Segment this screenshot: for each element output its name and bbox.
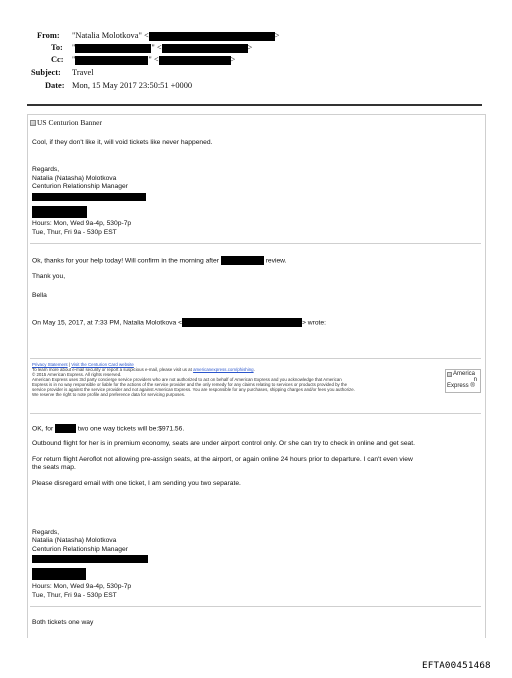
broken-image-icon bbox=[447, 372, 452, 377]
cc-value: " " < > bbox=[72, 55, 236, 64]
signature-regards: Regards, bbox=[32, 166, 60, 173]
date-value: Mon, 15 May 2017 23:50:51 +0000 bbox=[72, 81, 193, 90]
subject-value: Travel bbox=[72, 68, 94, 77]
redaction-bar bbox=[149, 32, 275, 41]
message-line: Cool, if they don't like it, will void tickets like never happened. bbox=[32, 139, 213, 146]
redaction-bar bbox=[32, 206, 87, 218]
from-label: From: bbox=[37, 31, 60, 40]
date-label: Date: bbox=[45, 81, 65, 90]
signature-regards: Regards, bbox=[32, 529, 60, 536]
footer-line: We reserve the right to note profile and preference data for servicing purposes. bbox=[32, 392, 186, 397]
redaction-bar bbox=[75, 44, 151, 53]
to-label: To: bbox=[51, 43, 63, 52]
privacy-statement-link[interactable]: Privacy Statement bbox=[32, 362, 68, 367]
header-divider bbox=[27, 104, 482, 106]
footer-line: American Express uses 3rd party concierge service providers who are not authorized to act on behalf of American Express and you acknowledge that American bbox=[32, 377, 342, 382]
message-sender: Bella bbox=[32, 292, 47, 299]
footer-divider bbox=[30, 413, 481, 414]
signature-hours: Hours: Mon, Wed 9a-4p, 530p-7p bbox=[32, 583, 132, 590]
redaction-bar bbox=[221, 256, 264, 265]
signature-title: Centurion Relationship Manager bbox=[32, 183, 128, 190]
redaction-bar bbox=[75, 56, 148, 65]
cc-label: Cc: bbox=[51, 55, 64, 64]
subject-label: Subject: bbox=[31, 68, 61, 77]
signature-name: Natalia (Natasha) Molotkova bbox=[32, 175, 117, 182]
footer-line: service provider is against the service provider and not against American Express. You are responsible for any purchases, shipping charges and/or fees you authorize. bbox=[32, 387, 355, 392]
phishing-link[interactable]: americanexpress.com/phishing bbox=[193, 367, 254, 372]
document-id: EFTA00451468 bbox=[422, 660, 491, 671]
signature-hours: Hours: Mon, Wed 9a-4p, 530p-7p bbox=[32, 220, 132, 227]
signature-name: Natalia (Natasha) Molotkova bbox=[32, 537, 117, 544]
footer-line: Express is in no way responsible or liable for the actions of the service provider and the only remedy for any claims relating to services or products provided by the bbox=[32, 382, 348, 387]
message-paragraph: the seats map. bbox=[32, 464, 76, 471]
signature-hours: Tue, Thur, Fri 9a - 530p EST bbox=[32, 592, 117, 599]
centurion-website-link[interactable]: Visit the Centurion Card website bbox=[71, 362, 134, 367]
from-value: "Natalia Molotkova" < > bbox=[72, 31, 280, 40]
redaction-bar bbox=[162, 44, 248, 53]
redaction-bar bbox=[159, 56, 231, 65]
footer-divider bbox=[30, 358, 481, 359]
message-line: OK, for two one way tickets will be:$971.56. bbox=[32, 425, 185, 433]
quote-divider bbox=[30, 606, 481, 607]
message-thanks: Thank you, bbox=[32, 273, 66, 280]
redaction-bar bbox=[32, 193, 146, 201]
message-line: Ok, thanks for your help today! Will confirm in the morning after review. bbox=[32, 257, 287, 265]
footer-copyright: © 2015 American Express. All rights reserved. bbox=[32, 372, 122, 377]
quote-divider bbox=[30, 243, 481, 244]
amex-logo-image: America n Express ® bbox=[445, 369, 481, 393]
broken-image-icon bbox=[30, 120, 36, 126]
quote-header: On May 15, 2017, at 7:33 PM, Natalia Molotkova < > wrote: bbox=[32, 319, 326, 327]
redaction-bar bbox=[182, 318, 302, 327]
signature-hours: Tue, Thur, Fri 9a - 530p EST bbox=[32, 229, 117, 236]
footer-line: To learn more about e-mail security or report a suspicious e-mail, please visit us at americanexpress.com/phishing. bbox=[32, 367, 255, 372]
redaction-bar bbox=[55, 424, 76, 433]
footer-links: Privacy Statement | Visit the Centurion Card website bbox=[32, 362, 134, 367]
redaction-bar bbox=[32, 555, 148, 563]
message-paragraph: For return flight Aeroflot not allowing pre-assign seats, at the airport, or again online 24 hours prior to departure. I can't even view bbox=[32, 456, 413, 463]
message-paragraph: Outbound flight for her is in premium economy, seats are under airport control only. Or she can try to check in online and get seat. bbox=[32, 440, 415, 447]
message-line: Both tickets one way bbox=[32, 619, 94, 626]
banner-image: US Centurion Banner bbox=[30, 118, 102, 127]
to-value: " " < > bbox=[72, 43, 253, 52]
message-paragraph: Please disregard email with one ticket, I am sending you two separate. bbox=[32, 480, 241, 487]
redaction-bar bbox=[32, 568, 86, 580]
signature-title: Centurion Relationship Manager bbox=[32, 546, 128, 553]
